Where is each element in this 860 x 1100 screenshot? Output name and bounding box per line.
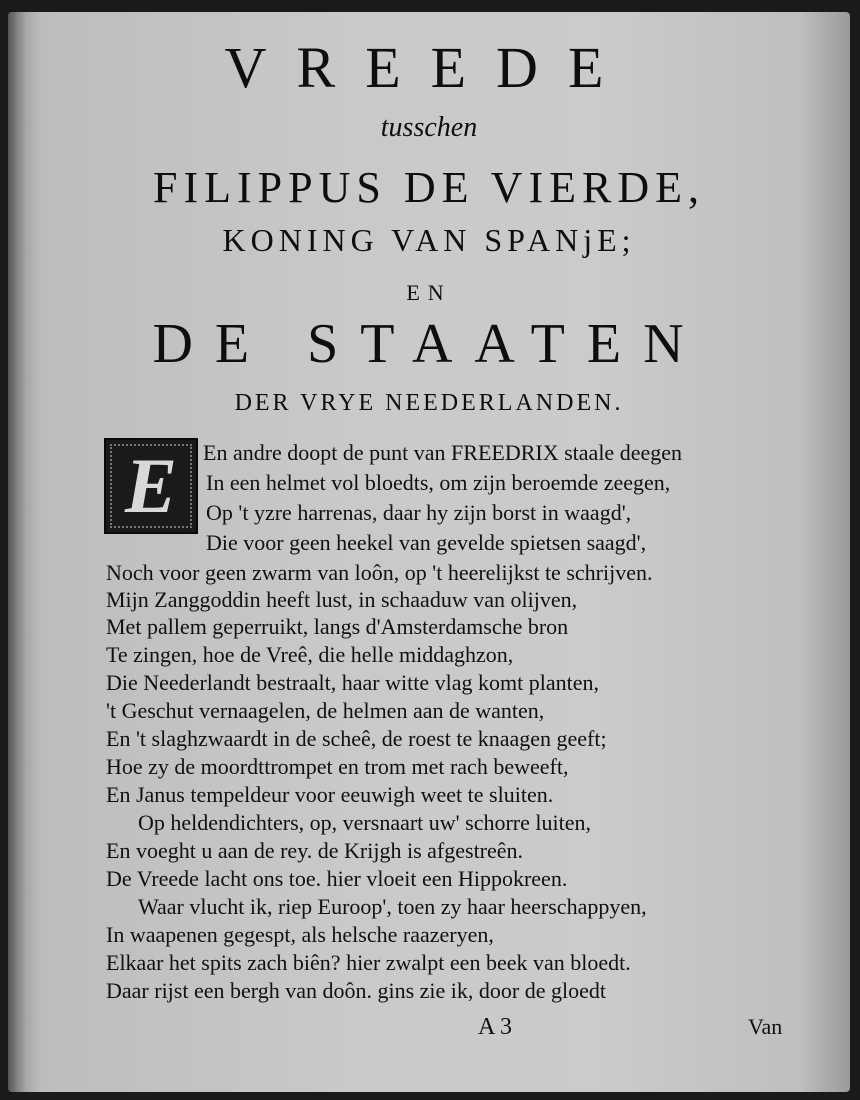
poem-line: Die voor geen heekel van gevelde spietsen saagd', [206, 530, 647, 555]
poem-line: Daar rijst een bergh van doôn. gins zie ik, door de gloedt [106, 978, 606, 1003]
catchword: Van [748, 1014, 783, 1039]
poem-line: Elkaar het spits zach biên? hier zwalpt een beek van bloedt. [106, 950, 631, 975]
poem-line: Te zingen, hoe de Vreê, die helle middaghzon, [106, 642, 514, 667]
poem-line: Met pallem geperruikt, langs d'Amsterdamsche bron [106, 614, 569, 639]
poem-line: En Janus tempeldeur voor eeuwigh weet te sluiten. [106, 782, 554, 807]
poem-line: Op 't yzre harrenas, daar hy zijn borst in waagd', [206, 500, 632, 525]
poem-line: 't Geschut vernaagelen, de helmen aan de wanten, [106, 698, 545, 723]
poem-line: De Vreede lacht ons toe. hier vloeit een Hippokreen. [106, 866, 568, 891]
poem-line: En 't slaghzwaardt in de scheê, de roest te knaagen geeft; [106, 726, 607, 751]
decorated-initial [104, 438, 198, 534]
title-en: EN [406, 280, 452, 305]
book-page [8, 12, 850, 1092]
title-nederlanden: DER VRYE NEEDERLANDEN. [234, 390, 624, 416]
title-vreede: VREEDE [224, 35, 634, 100]
poem-line: In een helmet vol bloedts, om zijn beroemde zeegen, [206, 470, 671, 495]
poem-line: Op heldendichters, op, versnaart uw' schorre luiten, [138, 810, 591, 835]
poem-line: Waar vlucht ik, riep Euroop', toen zy haar heerschappyen, [138, 894, 647, 919]
poem-line: Die Neederlandt bestraalt, haar witte vlag komt planten, [106, 670, 599, 695]
poem-line: Noch voor geen zwarm van loôn, op 't heerelijkst te schrijven. [106, 560, 653, 585]
title-tusschen: tusschen [380, 112, 478, 143]
initial-ornament-icon [110, 444, 192, 528]
poem-line: En voeght u aan de rey. de Krijgh is afgestreên. [106, 838, 524, 863]
poem-line: Hoe zy de moordttrompet en trom met rach beweeft, [106, 754, 569, 779]
title-koning: KONING VAN SPANjE; [222, 222, 636, 258]
signature-mark: A 3 [478, 1014, 513, 1040]
poem-line: En andre doopt de punt van FREEDRIX staale deegen [203, 440, 682, 465]
initial-letter: E [124, 442, 178, 529]
title-staaten: DE STAATEN [152, 313, 706, 375]
poem-line: In waapenen gegespt, als helsche raazeryen, [106, 922, 494, 947]
poem-line: Mijn Zanggoddin heeft lust, in schaaduw van olijven, [106, 587, 578, 612]
title-filippus: FILIPPUS DE VIERDE, [152, 163, 705, 212]
